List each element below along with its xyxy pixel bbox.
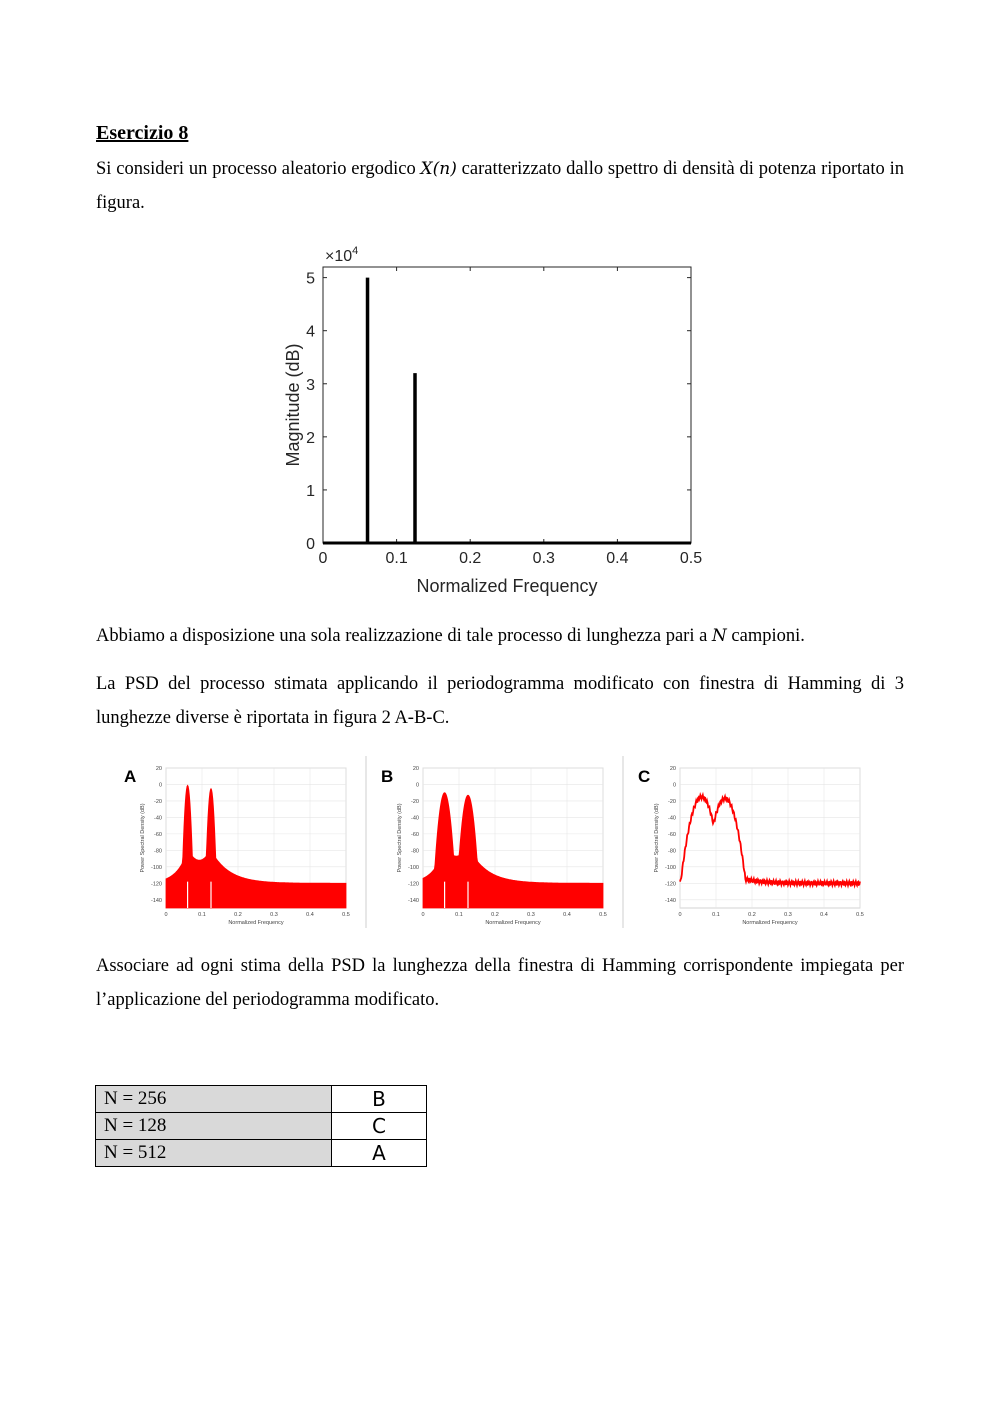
x-tick-label: 0.5	[599, 912, 607, 918]
x-tick-label: 0.2	[459, 550, 482, 567]
y-tick-label: 5	[306, 270, 315, 288]
y-tick-label: -40	[154, 815, 162, 822]
x-tick-label: 0	[421, 912, 425, 918]
paragraph-question: Associare ad ogni stima della PSD la lunghezza della finestra di Hamming corrispondente impiegata per l’applicazione del periodogramma modificato.	[96, 956, 904, 1010]
x-tick-label: 0.3	[784, 912, 792, 918]
y-tick-label: 0	[306, 536, 315, 553]
y-tick-label: 1	[306, 482, 315, 500]
y-tick-label: 20	[669, 766, 676, 772]
x-tick-label: 0	[318, 550, 328, 567]
y-tick-label: 2	[306, 429, 315, 447]
x-tick-label: 0.3	[527, 912, 535, 918]
psd-figure	[270, 240, 730, 605]
y-tick-label: -100	[150, 864, 162, 871]
x-tick-label: 0.2	[234, 912, 242, 918]
panel-label: B	[381, 767, 394, 786]
x-tick-label: 0.3	[270, 912, 278, 918]
psd-panels-figure	[120, 752, 885, 932]
y-tick-label: 0	[158, 782, 162, 789]
x-tick-label: 0.4	[820, 912, 828, 918]
y-tick-label: -140	[664, 897, 676, 904]
y-tick-label: 0	[415, 782, 419, 789]
table-row	[96, 1113, 427, 1140]
y-tick-label: -60	[668, 831, 676, 838]
y-axis-label: Magnitude (dB)	[283, 343, 303, 467]
y-tick-label: -60	[411, 831, 419, 838]
panel-label: A	[124, 767, 137, 786]
x-tick-label: 0.1	[712, 912, 720, 918]
psd-panel-c	[638, 766, 864, 926]
y-tick-label: -60	[154, 831, 162, 838]
y-tick-label: 20	[412, 766, 419, 772]
y-tick-label: -20	[668, 798, 676, 805]
y-tick-label: -40	[668, 815, 676, 822]
y-axis-label: Power Spectral Density (dB)	[654, 803, 660, 873]
y-tick-label: -80	[668, 848, 676, 855]
intro-variable: X(n)	[420, 159, 457, 179]
y-tick-label: -120	[407, 881, 419, 888]
intro-paragraph	[96, 152, 904, 220]
answer-table	[95, 1085, 427, 1167]
window-length-label: N = 512	[96, 1140, 332, 1167]
y-tick-label: -20	[411, 798, 419, 805]
table-row	[96, 1086, 427, 1113]
y-tick-label: -140	[150, 897, 162, 904]
y-tick-label: 3	[306, 376, 315, 394]
x-axis-label: Normalized Frequency	[416, 576, 598, 596]
y-axis-label: Power Spectral Density (dB)	[397, 803, 403, 873]
y-tick-label: -140	[407, 897, 419, 904]
x-tick-label: 0.1	[385, 550, 408, 567]
x-tick-label: 0.4	[306, 912, 314, 918]
para2-variable: N	[711, 626, 727, 646]
x-tick-label: 0.5	[856, 912, 864, 918]
paragraph-hamming: La PSD del processo stimata applicando il periodogramma modificato con finestra di Hamming di 3 lunghezze diverse è riportata in figura 2 A-B-C.	[96, 674, 904, 728]
window-length-label: N = 128	[96, 1113, 332, 1140]
plot-frame	[323, 267, 691, 543]
para2-text-2: campioni.	[726, 626, 805, 646]
y-tick-label: -20	[154, 798, 162, 805]
x-axis-label: Normalized Frequency	[228, 920, 284, 926]
y-tick-label: -80	[411, 848, 419, 855]
x-tick-label: 0.4	[563, 912, 571, 918]
y-tick-label: -40	[411, 815, 419, 822]
y-tick-label: -100	[664, 864, 676, 871]
x-tick-label: 0	[164, 912, 168, 918]
x-tick-label: 0	[678, 912, 682, 918]
y-tick-label: 0	[672, 782, 676, 789]
y-tick-label: -120	[664, 881, 676, 888]
x-tick-label: 0.1	[198, 912, 206, 918]
x-tick-label: 0.5	[679, 550, 703, 567]
answer-cell[interactable]: B	[332, 1086, 427, 1113]
x-tick-label: 0.1	[455, 912, 463, 918]
intro-text-1: Si consideri un processo aleatorio ergodico	[96, 159, 421, 179]
x-tick-label: 0.4	[606, 550, 629, 567]
answer-cell[interactable]: C	[332, 1113, 427, 1140]
paragraph-realization	[96, 619, 904, 653]
window-length-label: N = 256	[96, 1086, 332, 1113]
intro-text-2: caratterizzato dallo spettro di densità di potenza riportato in figura.	[96, 159, 904, 213]
x-tick-label: 0.3	[532, 550, 555, 567]
answer-cell[interactable]: A	[332, 1140, 427, 1167]
y-tick-label: -120	[150, 881, 162, 888]
exercise-title: Esercizio 8	[96, 122, 189, 144]
psd-panel-a	[124, 766, 350, 926]
psd-panel-b	[381, 766, 607, 926]
y-tick-label: 4	[306, 323, 315, 341]
x-tick-label: 0.2	[491, 912, 499, 918]
x-tick-label: 0.2	[748, 912, 756, 918]
y-tick-label: -80	[154, 848, 162, 855]
x-axis-label: Normalized Frequency	[742, 920, 798, 926]
x-axis-label: Normalized Frequency	[485, 920, 541, 926]
scale-multiplier: $\times 10^4$	[325, 245, 359, 265]
y-tick-label: -100	[407, 864, 419, 871]
x-tick-label: 0.5	[342, 912, 350, 918]
panel-label: C	[638, 767, 651, 786]
y-axis-label: Power Spectral Density (dB)	[140, 803, 146, 873]
para2-text-1: Abbiamo a disposizione una sola realizzazione di tale processo di lunghezza pari a	[96, 626, 712, 646]
y-tick-label: 20	[155, 766, 162, 772]
table-row	[96, 1140, 427, 1167]
